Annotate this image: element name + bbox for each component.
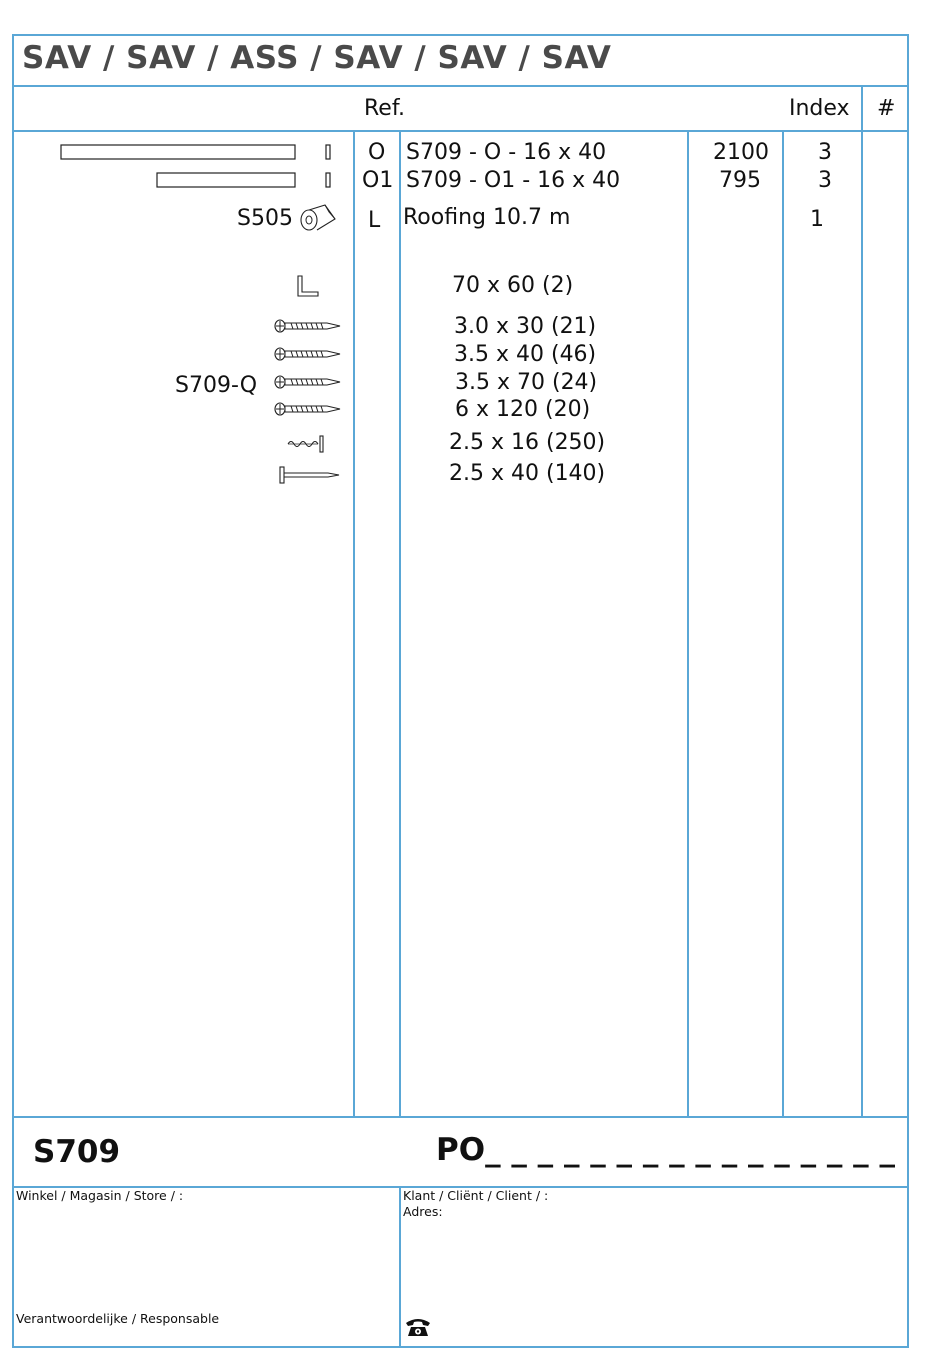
row-index: 3 bbox=[818, 168, 832, 193]
screw-icon bbox=[273, 374, 341, 390]
screw-icon bbox=[273, 318, 341, 334]
group-label-s505: S505 bbox=[237, 206, 293, 231]
hardware-item: 3.0 x 30 (21) bbox=[454, 314, 597, 339]
store-label: Winkel / Magasin / Store / : bbox=[16, 1188, 184, 1203]
hardware-item: 70 x 60 (2) bbox=[452, 273, 574, 298]
row-quantity: 2100 bbox=[713, 140, 769, 165]
hash-header: # bbox=[877, 96, 896, 121]
index-header: Index bbox=[789, 96, 850, 121]
row-quantity: 795 bbox=[719, 168, 761, 193]
row-index: 1 bbox=[810, 207, 824, 232]
model-code: S709 bbox=[33, 1134, 121, 1170]
responsible-label: Verantwoordelijke / Responsable bbox=[16, 1311, 220, 1326]
long-beam-icon bbox=[60, 143, 340, 163]
ref-header: Ref. bbox=[364, 96, 405, 121]
address-label: Adres: bbox=[403, 1204, 443, 1219]
roofing-roll-icon bbox=[297, 203, 339, 233]
screw-icon bbox=[273, 346, 341, 362]
screw-icon bbox=[273, 401, 341, 417]
angle-bracket-icon bbox=[296, 275, 320, 299]
row-code: O bbox=[368, 140, 386, 165]
index-column-divider bbox=[782, 130, 784, 1118]
hardware-item: 3.5 x 70 (24) bbox=[455, 370, 598, 395]
row-description: Roofing 10.7 m bbox=[403, 205, 571, 230]
qty-column-divider bbox=[687, 130, 689, 1118]
table-bottom-divider bbox=[12, 1116, 909, 1118]
po-number-field[interactable]: PO_ _ _ _ _ _ _ _ _ _ _ _ _ _ _ _ bbox=[436, 1132, 895, 1168]
header-divider bbox=[12, 130, 909, 132]
hardware-item: 2.5 x 16 (250) bbox=[449, 430, 606, 455]
title-divider bbox=[12, 85, 909, 87]
hardware-item: 3.5 x 40 (46) bbox=[454, 342, 597, 367]
nail-icon bbox=[278, 465, 340, 485]
description-column-divider bbox=[399, 130, 401, 1118]
hash-column-divider bbox=[861, 85, 863, 1118]
row-code: O1 bbox=[362, 168, 394, 193]
code-column-left-divider bbox=[353, 130, 355, 1118]
row-description: S709 - O1 - 16 x 40 bbox=[406, 168, 621, 193]
page-title: SAV / SAV / ASS / SAV / SAV / SAV bbox=[22, 40, 612, 76]
client-label: Klant / Cliënt / Client / : bbox=[403, 1188, 549, 1203]
telephone-icon bbox=[404, 1316, 432, 1338]
row-description: S709 - O - 16 x 40 bbox=[406, 140, 607, 165]
group-label-s709-q: S709-Q bbox=[175, 373, 258, 398]
footer-column-divider bbox=[399, 1186, 401, 1348]
row-index: 3 bbox=[818, 140, 832, 165]
twisted-nail-icon bbox=[286, 434, 326, 454]
hardware-item: 2.5 x 40 (140) bbox=[449, 461, 606, 486]
row-code: L bbox=[368, 208, 381, 233]
hardware-item: 6 x 120 (20) bbox=[455, 397, 591, 422]
short-beam-icon bbox=[156, 171, 340, 191]
